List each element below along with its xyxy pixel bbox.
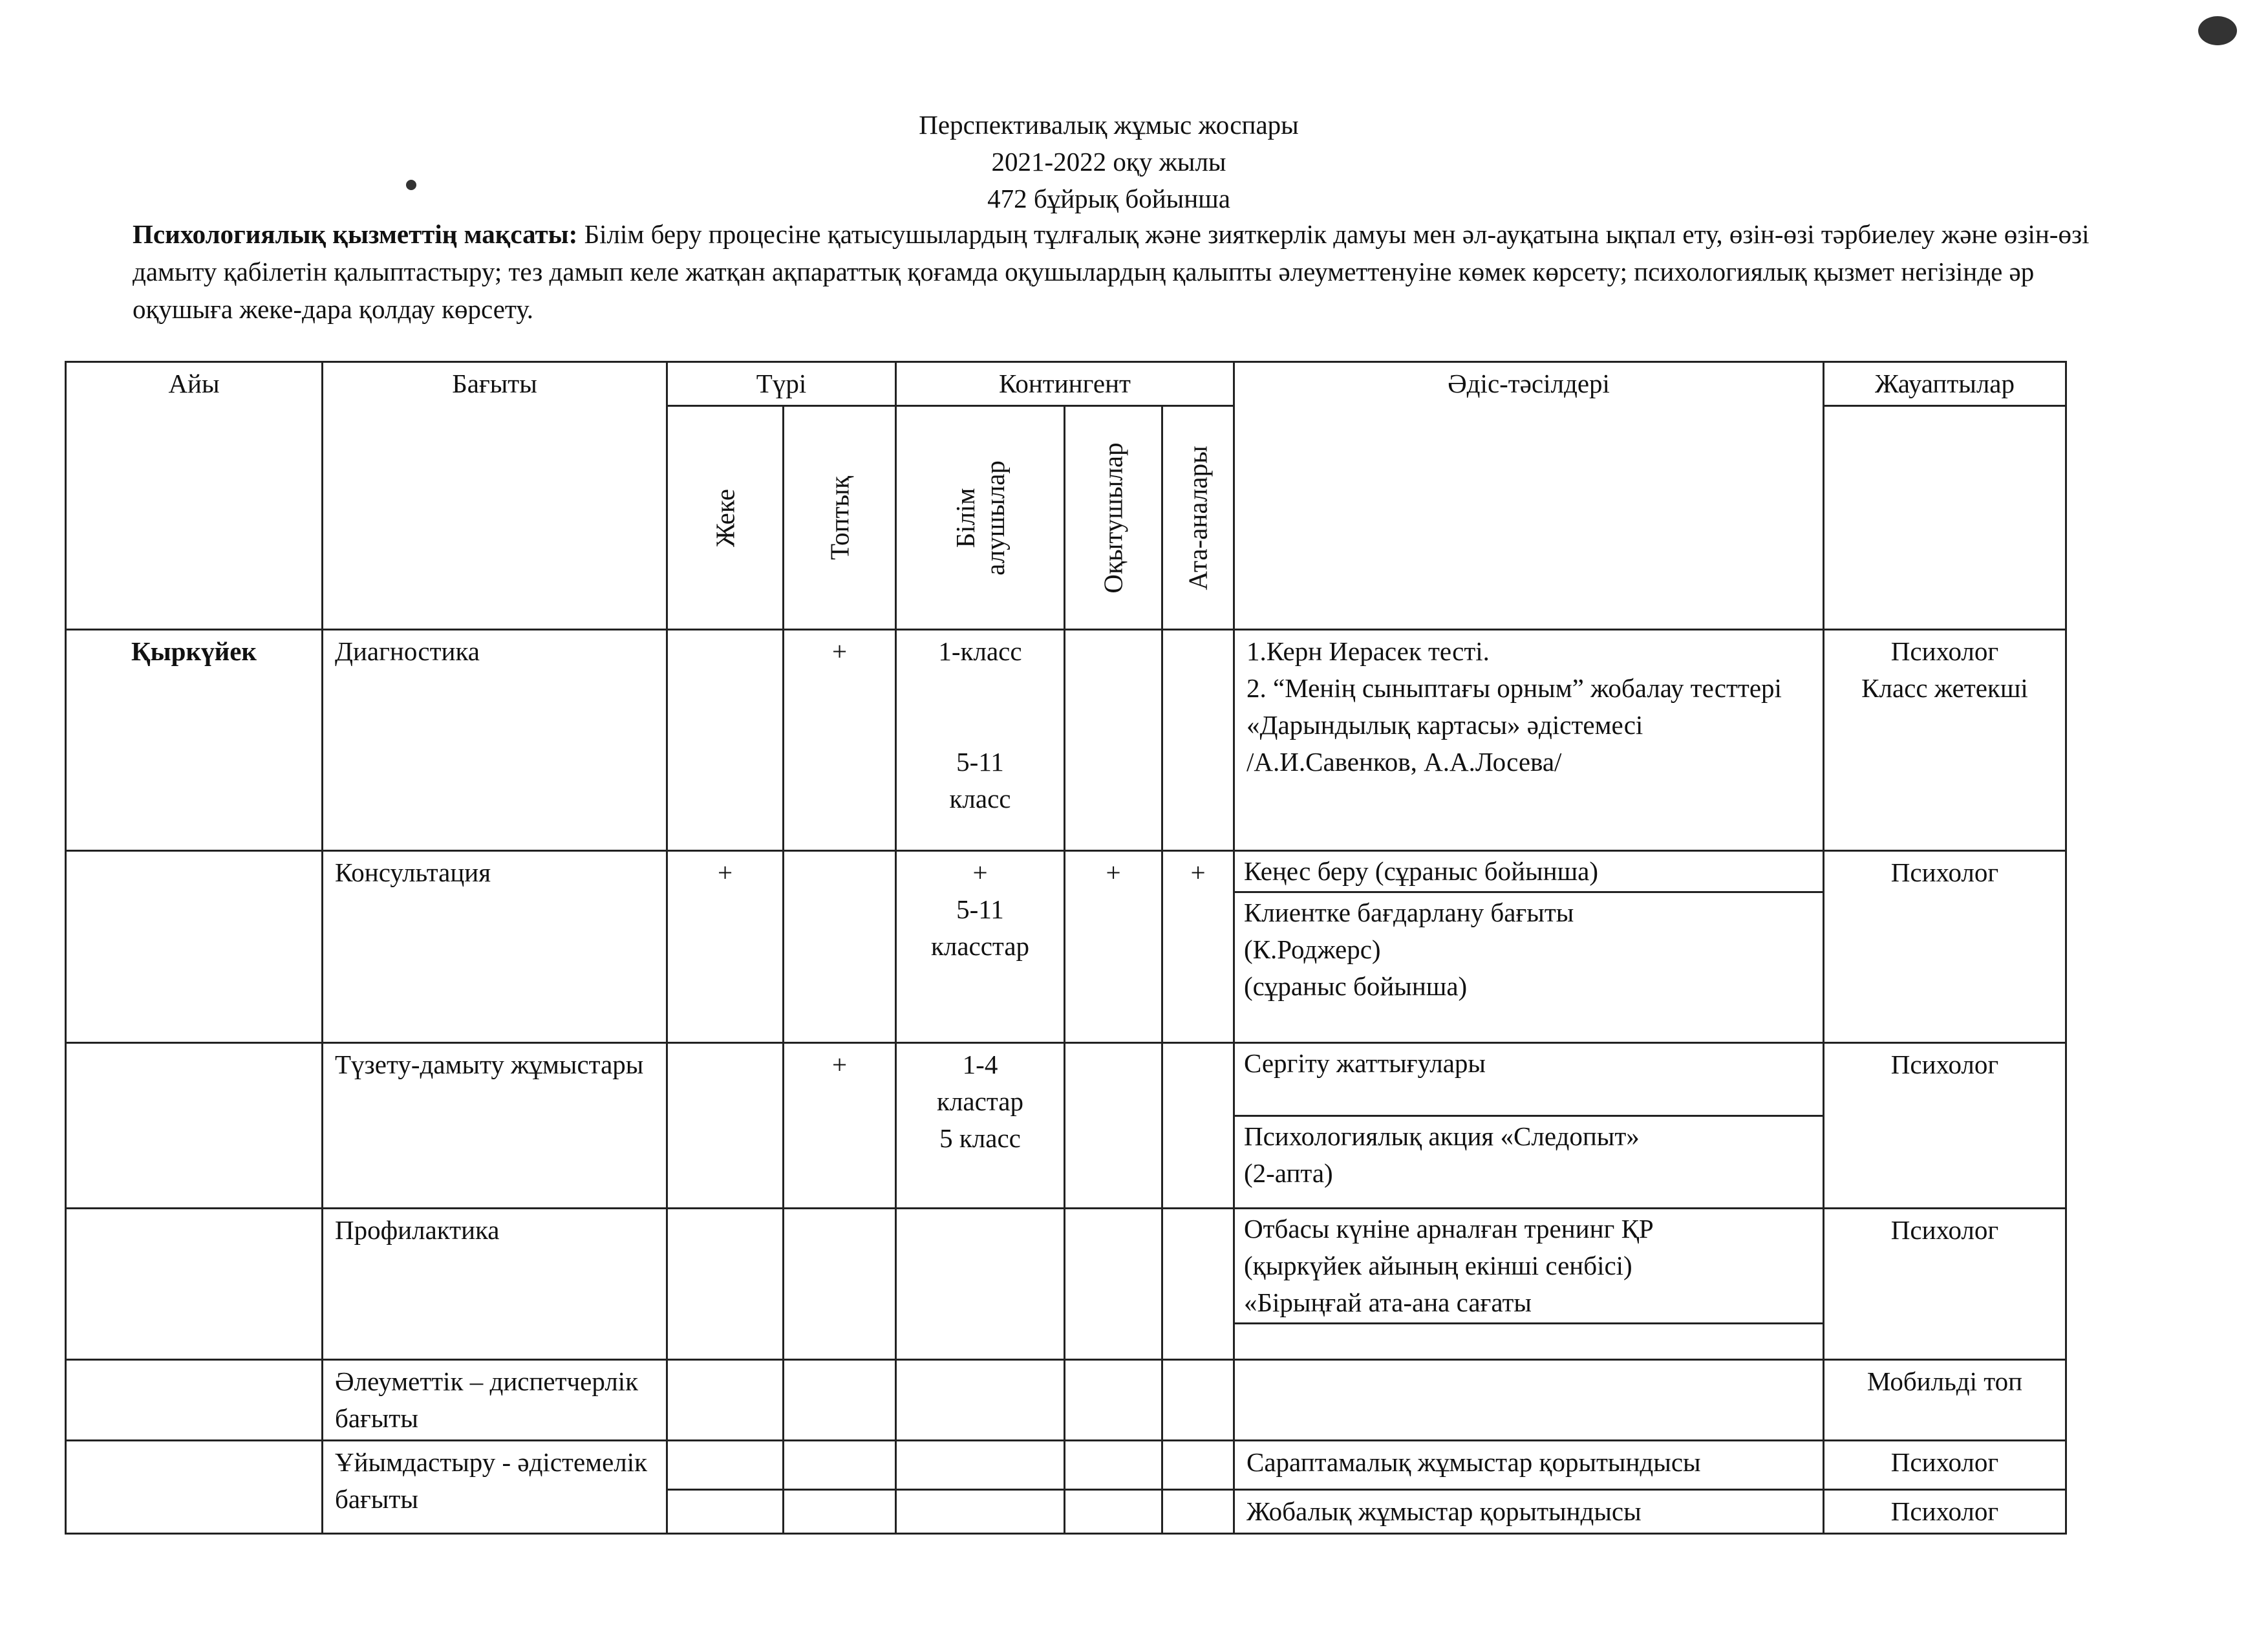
col-direction: Бағыты: [323, 362, 667, 630]
students-value: 5 класс: [939, 1123, 1021, 1153]
col-responsible-blank: [1824, 406, 2066, 630]
students-value: 1-4: [962, 1050, 998, 1079]
goal-text: Білім беру процесіне қатысушылардың тұлғалық және зияткерлік дамуы мен әл-ауқатына ықпал ету, өзін-өзі тәрбиелеу және өзін-өзі дамыту қабілетін қалыптастыру; тез дамып келе жатқан ақпараттық қоғамда оқушылардың қалыпты әлеуметтенуіне көмек көрсету; психологиялық қызмет негізінде әр оқушыға жеке-дара қолдау көрсету.: [133, 219, 2090, 324]
method-item: [1235, 1117, 1823, 1193]
students-cell: [896, 1490, 1065, 1534]
responsible-cell: [1824, 630, 2066, 851]
goal-paragraph: [133, 215, 2104, 328]
method-item: «Дарындылық картасы» әдістемесі: [1246, 710, 1643, 740]
responsible-cell: Психолог: [1824, 1490, 2066, 1534]
method-line: (2-апта): [1244, 1158, 1333, 1188]
col-parents: Ата-аналары: [1162, 406, 1234, 630]
students-value: класстар: [930, 931, 1030, 961]
responsible-cell: Психолог: [1824, 1043, 2066, 1209]
parents-cell: +: [1162, 851, 1234, 1043]
individual-cell: [667, 1360, 784, 1441]
individual-cell: [667, 1043, 784, 1209]
responsible-value: Класс жетекші: [1861, 673, 2028, 703]
responsible-cell: Психолог: [1824, 851, 2066, 1043]
students-cell: [896, 1360, 1065, 1441]
group-cell: [784, 1360, 896, 1441]
table-row: [66, 851, 2066, 1043]
table-row: [66, 1360, 2066, 1441]
method-line: Клиентке бағдарлану бағыты: [1244, 898, 1574, 927]
table-row: [66, 1441, 2066, 1490]
table-row: [66, 630, 2066, 851]
students-value: класс: [949, 784, 1011, 814]
direction-cell: Профилактика: [323, 1209, 667, 1360]
header-row: [66, 362, 2066, 406]
group-cell: [784, 851, 896, 1043]
students-value: +: [972, 857, 988, 887]
col-individual: Жеке: [667, 406, 784, 630]
group-cell: [784, 1490, 896, 1534]
col-methods: Әдіс-тәсілдері: [1234, 362, 1824, 630]
col-type: Түрі: [667, 362, 896, 406]
header-title: Перспективалық жұмыс жоспары: [919, 110, 1299, 140]
students-cell: [896, 1441, 1065, 1490]
month-cell: [66, 1043, 323, 1209]
method-line: (қыркүйек айының екінші сенбісі): [1244, 1251, 1632, 1280]
methods-cell: [1234, 1209, 1824, 1360]
parents-cell: [1162, 1441, 1234, 1490]
col-month: Айы: [66, 362, 323, 630]
direction-cell: Түзету-дамыту жұмыстары: [323, 1043, 667, 1209]
scan-blot: [2198, 16, 2237, 45]
teachers-cell: +: [1065, 851, 1162, 1043]
group-cell: +: [784, 630, 896, 851]
students-cell: [896, 630, 1065, 851]
method-item: 2. “Менің сыныптағы орным” жобалау тесттері: [1246, 673, 1782, 703]
parents-cell: [1162, 630, 1234, 851]
method-line: Отбасы күніне арналған тренинг ҚР: [1244, 1214, 1654, 1244]
col-contingent: Контингент: [896, 362, 1234, 406]
students-value: 5-11: [956, 894, 1004, 924]
method-line: (сұраныс бойынша): [1244, 971, 1468, 1001]
method-line: Психологиялық акция «Следопыт»: [1244, 1121, 1640, 1151]
table-row: [66, 1043, 2066, 1209]
col-group: Топтық: [784, 406, 896, 630]
document-header: [0, 107, 2218, 217]
method-item: [1235, 893, 1823, 1006]
students-cell: [896, 1209, 1065, 1360]
month-cell: [66, 1209, 323, 1360]
students-cell: [896, 1043, 1065, 1209]
method-item-empty: [1235, 1324, 1823, 1353]
responsible-cell: Психолог: [1824, 1209, 2066, 1360]
parents-cell: [1162, 1043, 1234, 1209]
individual-cell: [667, 1441, 784, 1490]
direction-cell: Ұйымдастыру - әдістемелік бағыты: [323, 1441, 667, 1534]
col-responsible: Жауаптылар: [1824, 362, 2066, 406]
teachers-cell: [1065, 1043, 1162, 1209]
parents-cell: [1162, 1209, 1234, 1360]
month-cell: [66, 851, 323, 1043]
students-cell: [896, 851, 1065, 1043]
method-item: /А.И.Савенков, А.А.Лосева/: [1246, 747, 1562, 777]
methods-cell: [1234, 851, 1824, 1043]
header-order: 472 бұйрық бойынша: [987, 184, 1230, 213]
method-item: Кеңес беру (сұраныс бойынша): [1235, 852, 1823, 893]
header-year: 2021-2022 оқу жылы: [991, 147, 1226, 177]
direction-cell: Консультация: [323, 851, 667, 1043]
students-value: 1-класс: [938, 636, 1022, 666]
individual-cell: [667, 1490, 784, 1534]
individual-cell: [667, 1209, 784, 1360]
teachers-cell: [1065, 1441, 1162, 1490]
plan-table: [65, 361, 2067, 1535]
goal-label: Психологиялық қызметтің мақсаты:: [133, 219, 578, 249]
group-cell: [784, 1209, 896, 1360]
month-cell: Қыркүйек: [66, 630, 323, 851]
direction-cell: Диагностика: [323, 630, 667, 851]
methods-cell: Сараптамалық жұмыстар қорытындысы: [1234, 1441, 1824, 1490]
group-cell: +: [784, 1043, 896, 1209]
method-line: «Бірыңғай ата-ана сағаты: [1244, 1288, 1532, 1317]
col-students: Білім алушылар: [896, 406, 1065, 630]
teachers-cell: [1065, 630, 1162, 851]
individual-cell: [667, 630, 784, 851]
parents-cell: [1162, 1360, 1234, 1441]
methods-cell: [1234, 630, 1824, 851]
table-row: [66, 1209, 2066, 1360]
teachers-cell: [1065, 1209, 1162, 1360]
method-item: Сергіту жаттығулары: [1235, 1044, 1823, 1117]
method-item: [1235, 1209, 1823, 1324]
methods-cell: [1234, 1360, 1824, 1441]
teachers-cell: [1065, 1490, 1162, 1534]
responsible-cell: Мобильді топ: [1824, 1360, 2066, 1441]
individual-cell: +: [667, 851, 784, 1043]
direction-cell: Әлеуметтік – диспетчерлік бағыты: [323, 1360, 667, 1441]
method-line: (К.Роджерс): [1244, 934, 1381, 964]
teachers-cell: [1065, 1360, 1162, 1441]
parents-cell: [1162, 1490, 1234, 1534]
month-cell: [66, 1360, 323, 1441]
col-teachers: Оқытушылар: [1065, 406, 1162, 630]
responsible-value: Психолог: [1890, 636, 1999, 666]
students-value: кластар: [937, 1086, 1023, 1116]
methods-cell: Жобалық жұмыстар қорытындысы: [1234, 1490, 1824, 1534]
month-cell: [66, 1441, 323, 1534]
methods-cell: [1234, 1043, 1824, 1209]
method-item: 1.Керн Иерасек тесті.: [1246, 636, 1490, 666]
students-value: 5-11: [956, 747, 1004, 777]
group-cell: [784, 1441, 896, 1490]
responsible-cell: Психолог: [1824, 1441, 2066, 1490]
